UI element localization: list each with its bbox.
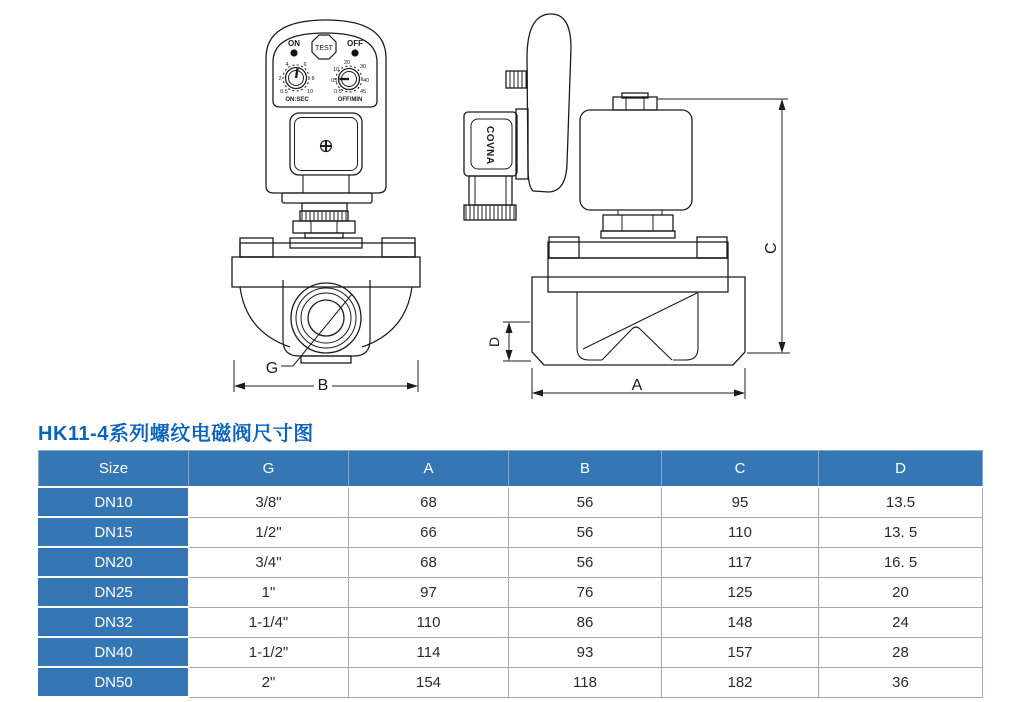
- port-ring-2: [296, 288, 356, 348]
- svg-text:10: 10: [332, 67, 340, 73]
- col-header-d: D: [819, 451, 983, 488]
- value-cell: 56: [509, 517, 662, 547]
- svg-text:10: 10: [306, 89, 314, 95]
- col-header-b: B: [509, 451, 662, 488]
- value-cell: 28: [819, 637, 983, 667]
- side-cavity: [577, 292, 698, 360]
- mount-plate: [516, 109, 528, 179]
- side-bonnet-tab-right: [697, 237, 727, 258]
- value-cell: 95: [662, 487, 819, 517]
- dimension-table-container: [38, 450, 982, 698]
- table-row: [39, 547, 983, 577]
- stem-washer: [305, 233, 343, 238]
- off-label: OFF: [347, 39, 363, 48]
- value-cell: 2": [189, 667, 349, 697]
- page-title: HK11-4系列螺纹电磁阀尺寸图: [38, 423, 314, 445]
- side-bonnet-plate: [548, 242, 728, 258]
- dim-label-d: D: [486, 336, 502, 347]
- timer-side-profile: [527, 14, 571, 192]
- coil-body: [580, 110, 692, 210]
- d-dimension: [503, 322, 531, 361]
- size-cell: DN32: [39, 607, 189, 637]
- bonnet-washer: [601, 231, 675, 238]
- timer-base-strip: [282, 193, 372, 203]
- svg-text:4: 4: [285, 62, 289, 68]
- size-cell: DN15: [39, 517, 189, 547]
- dim-label-b: B: [317, 377, 329, 394]
- svg-text:8: 8: [311, 76, 315, 82]
- value-cell: 110: [662, 517, 819, 547]
- col-header-a: A: [349, 451, 509, 488]
- value-cell: 148: [662, 607, 819, 637]
- value-cell: 110: [349, 607, 509, 637]
- value-cell: 114: [349, 637, 509, 667]
- din-knurl: [464, 205, 516, 220]
- dimension-table: [38, 450, 983, 698]
- dim-label-c: C: [763, 242, 780, 254]
- table-row: [39, 637, 983, 667]
- value-cell: 56: [509, 487, 662, 517]
- dim-label-a: A: [631, 377, 643, 394]
- value-cell: 13.5: [819, 487, 983, 517]
- value-cell: 182: [662, 667, 819, 697]
- value-cell: 86: [509, 607, 662, 637]
- cover-screw-icon: [321, 141, 332, 152]
- size-cell: DN20: [39, 547, 189, 577]
- coil-top-nut: [613, 97, 657, 110]
- on-led: [290, 49, 297, 56]
- table-row: [39, 577, 983, 607]
- size-cell: DN25: [39, 577, 189, 607]
- svg-text:45: 45: [359, 89, 367, 95]
- bonnet-tab-right: [382, 238, 415, 257]
- connector-tab: [302, 203, 347, 211]
- table-row: [39, 517, 983, 547]
- value-cell: 16. 5: [819, 547, 983, 577]
- value-cell: 66: [349, 517, 509, 547]
- on-sec-dial[interactable]: [283, 65, 309, 91]
- svg-text:05: 05: [330, 78, 338, 84]
- svg-text:2: 2: [278, 76, 282, 82]
- value-cell: 118: [509, 667, 662, 697]
- value-cell: 68: [349, 487, 509, 517]
- side-seat-triangle: [602, 327, 672, 360]
- port-bore: [308, 300, 344, 336]
- col-header-size: Size: [39, 451, 189, 488]
- value-cell: 1-1/2": [189, 637, 349, 667]
- side-bonnet-tab-left: [549, 237, 579, 258]
- value-cell: 125: [662, 577, 819, 607]
- knurled-ring: [300, 211, 348, 221]
- svg-text:6: 6: [303, 62, 307, 68]
- front-view: [232, 20, 420, 392]
- test-label: TEST: [315, 45, 333, 52]
- table-header-row: [39, 451, 983, 488]
- value-cell: 20: [819, 577, 983, 607]
- value-cell: 36: [819, 667, 983, 697]
- c-dimension: [657, 99, 790, 353]
- on-sec-label: ON:SEC: [285, 97, 309, 103]
- brand-label: COVNA: [484, 126, 495, 165]
- table-body: [39, 487, 983, 697]
- svg-text:0.5: 0.5: [280, 89, 288, 95]
- size-cell: DN10: [39, 487, 189, 517]
- svg-text:30: 30: [359, 64, 367, 70]
- svg-text:20: 20: [343, 60, 351, 66]
- off-min-label: OFF/MIN: [337, 97, 363, 103]
- value-cell: 1/2": [189, 517, 349, 547]
- side-diagonal: [583, 293, 697, 349]
- dim-label-g: G: [265, 360, 279, 377]
- off-led: [351, 49, 358, 56]
- bonnet-plate: [240, 243, 415, 257]
- bonnet-nut: [603, 215, 673, 231]
- value-cell: 3/4": [189, 547, 349, 577]
- svg-text:0.5: 0.5: [334, 89, 342, 95]
- value-cell: 24: [819, 607, 983, 637]
- size-cell: DN50: [39, 667, 189, 697]
- value-cell: 76: [509, 577, 662, 607]
- size-cell: DN40: [39, 637, 189, 667]
- on-label: ON: [288, 39, 300, 48]
- side-body: [532, 277, 745, 365]
- value-cell: 157: [662, 637, 819, 667]
- value-cell: 117: [662, 547, 819, 577]
- table-row: [39, 487, 983, 517]
- value-cell: 1": [189, 577, 349, 607]
- bonnet-tab-left: [240, 238, 273, 257]
- value-cell: 13. 5: [819, 517, 983, 547]
- value-cell: 3/8": [189, 487, 349, 517]
- port-lip: [301, 356, 351, 363]
- timer-stem: [303, 175, 349, 193]
- side-body-band: [548, 258, 728, 292]
- table-row: [39, 667, 983, 697]
- value-cell: 68: [349, 547, 509, 577]
- value-cell: 1-1/4": [189, 607, 349, 637]
- table-row: [39, 607, 983, 637]
- svg-text:40: 40: [362, 78, 370, 84]
- value-cell: 154: [349, 667, 509, 697]
- value-cell: 93: [509, 637, 662, 667]
- gland-nut: [293, 221, 355, 233]
- value-cell: 97: [349, 577, 509, 607]
- side-view: [464, 14, 790, 399]
- col-header-c: C: [662, 451, 819, 488]
- value-cell: 56: [509, 547, 662, 577]
- side-knob: [506, 71, 527, 88]
- col-header-g: G: [189, 451, 349, 488]
